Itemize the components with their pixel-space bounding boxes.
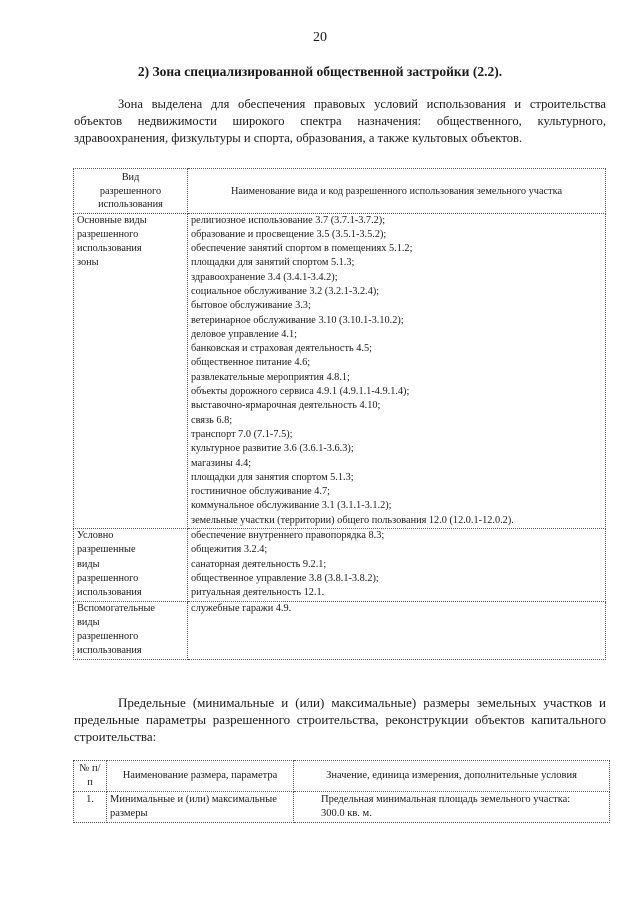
use-list-cell [188,601,606,659]
conditional-uses-list [191,529,602,600]
header-parameter-value: Значение, единица измерения, дополнительные условия [294,761,610,792]
list-item: ветеринарное обслуживание 3.10 (3.10.1-3.10.2); [191,314,404,326]
use-list-cell [188,213,606,529]
header-use-type: Вид разрешенного использования [74,169,188,214]
parameters-table-header [74,761,610,792]
list-item: площадки для занятий спортом 5.1.3; [191,257,355,269]
list-item: обеспечение занятий спортом в помещениях 5.1.2; [191,243,413,255]
permitted-use-table-header [74,169,606,214]
list-item: бытовое обслуживание 3.3; [191,300,311,312]
use-list-cell [188,529,606,601]
list-item: служебные гаражи 4.9. [191,602,292,614]
list-item: банковская и страховая деятельность 4.5; [191,343,372,355]
permitted-use-table [73,168,606,660]
header-use-name-code: Наименование вида и код разрешенного использования земельного участка [188,169,606,214]
table-row-auxiliary-uses [74,601,606,659]
list-item: выставочно-ярмарочная деятельность 4.10; [191,400,381,412]
parameters-table [73,760,610,823]
page-number: 20 [313,30,327,45]
parameter-value [294,792,610,823]
category-conditional-uses: Условно разрешенные виды разрешенного использования [74,529,188,601]
list-item: обеспечение внутреннего правопорядка 8.3; [191,530,385,542]
category-auxiliary-uses: Вспомогательные виды разрешенного использования [74,601,188,659]
parameter-name: Минимальные и (или) максимальные размеры [107,792,294,823]
list-item: общественное питание 4.6; [191,357,311,369]
list-item: связь 6.8; [191,414,233,426]
limits-paragraph: Предельные (минимальные и (или) максимальные) размеры земельных участков и предельные параметры разрешенного строительства, реконструкции объектов капитального строительства: [74,695,606,744]
parameter-value-amount: 300.0 кв. м. [321,808,372,819]
list-item: площадки для занятия спортом 5.1.3; [191,471,354,483]
list-item: здравоохранение 3.4 (3.4.1-3.4.2); [191,271,338,283]
list-item: санаторная деятельность 9.2.1; [191,558,327,570]
intro-paragraph: Зона выделена для обеспечения правовых условий использования и строительства объектов недвижимости широкого спектра назначения: общественного, культурного, здравоохранения, физкультуры и спорта, образования, а также культовых объектов. [74,97,606,145]
section-heading: 2) Зона специализированной общественной застройки (2.2). [137,64,503,79]
list-item: деловое управление 4.1; [191,328,298,340]
list-item: религиозное использование 3.7 (3.7.1-3.7.2); [191,214,386,226]
table-row [74,792,610,823]
list-item: культурное развитие 3.6 (3.6.1-3.6.3); [191,443,354,455]
list-item: социальное обслуживание 3.2 (3.2.1-3.2.4); [191,285,380,297]
list-item: транспорт 7.0 (7.1-7.5); [191,428,293,440]
list-item: развлекательные мероприятия 4.8.1; [191,371,350,383]
header-parameter-name: Наименование размера, параметра [107,761,294,792]
list-item: земельные участки (территории) общего пользования 12.0 (12.0.1-12.0.2). [191,514,514,526]
auxiliary-uses-list [191,602,602,616]
list-item: объекты дорожного сервиса 4.9.1 (4.9.1.1-4.9.1.4); [191,386,410,398]
main-uses-list [191,214,602,529]
list-item: общежития 3.2.4; [191,544,268,556]
category-main-uses: Основные виды разрешенного использования зоны [74,213,188,529]
table-row-main-uses [74,213,606,529]
parameter-value-text: Предельная минимальная площадь земельного участка: [321,794,571,805]
list-item: общественное управление 3.8 (3.8.1-3.8.2); [191,572,379,584]
list-item: коммунальное обслуживание 3.1 (3.1.1-3.1.2); [191,500,392,512]
row-number: 1. [74,792,107,823]
list-item: образование и просвещение 3.5 (3.5.1-3.5.2); [191,228,387,240]
list-item: ритуальная деятельность 12.1. [191,587,325,599]
table-row-conditional-uses [74,529,606,601]
list-item: магазины 4.4; [191,457,252,469]
header-number: № п/п [74,761,107,792]
list-item: гостиничное обслуживание 4.7; [191,486,331,498]
